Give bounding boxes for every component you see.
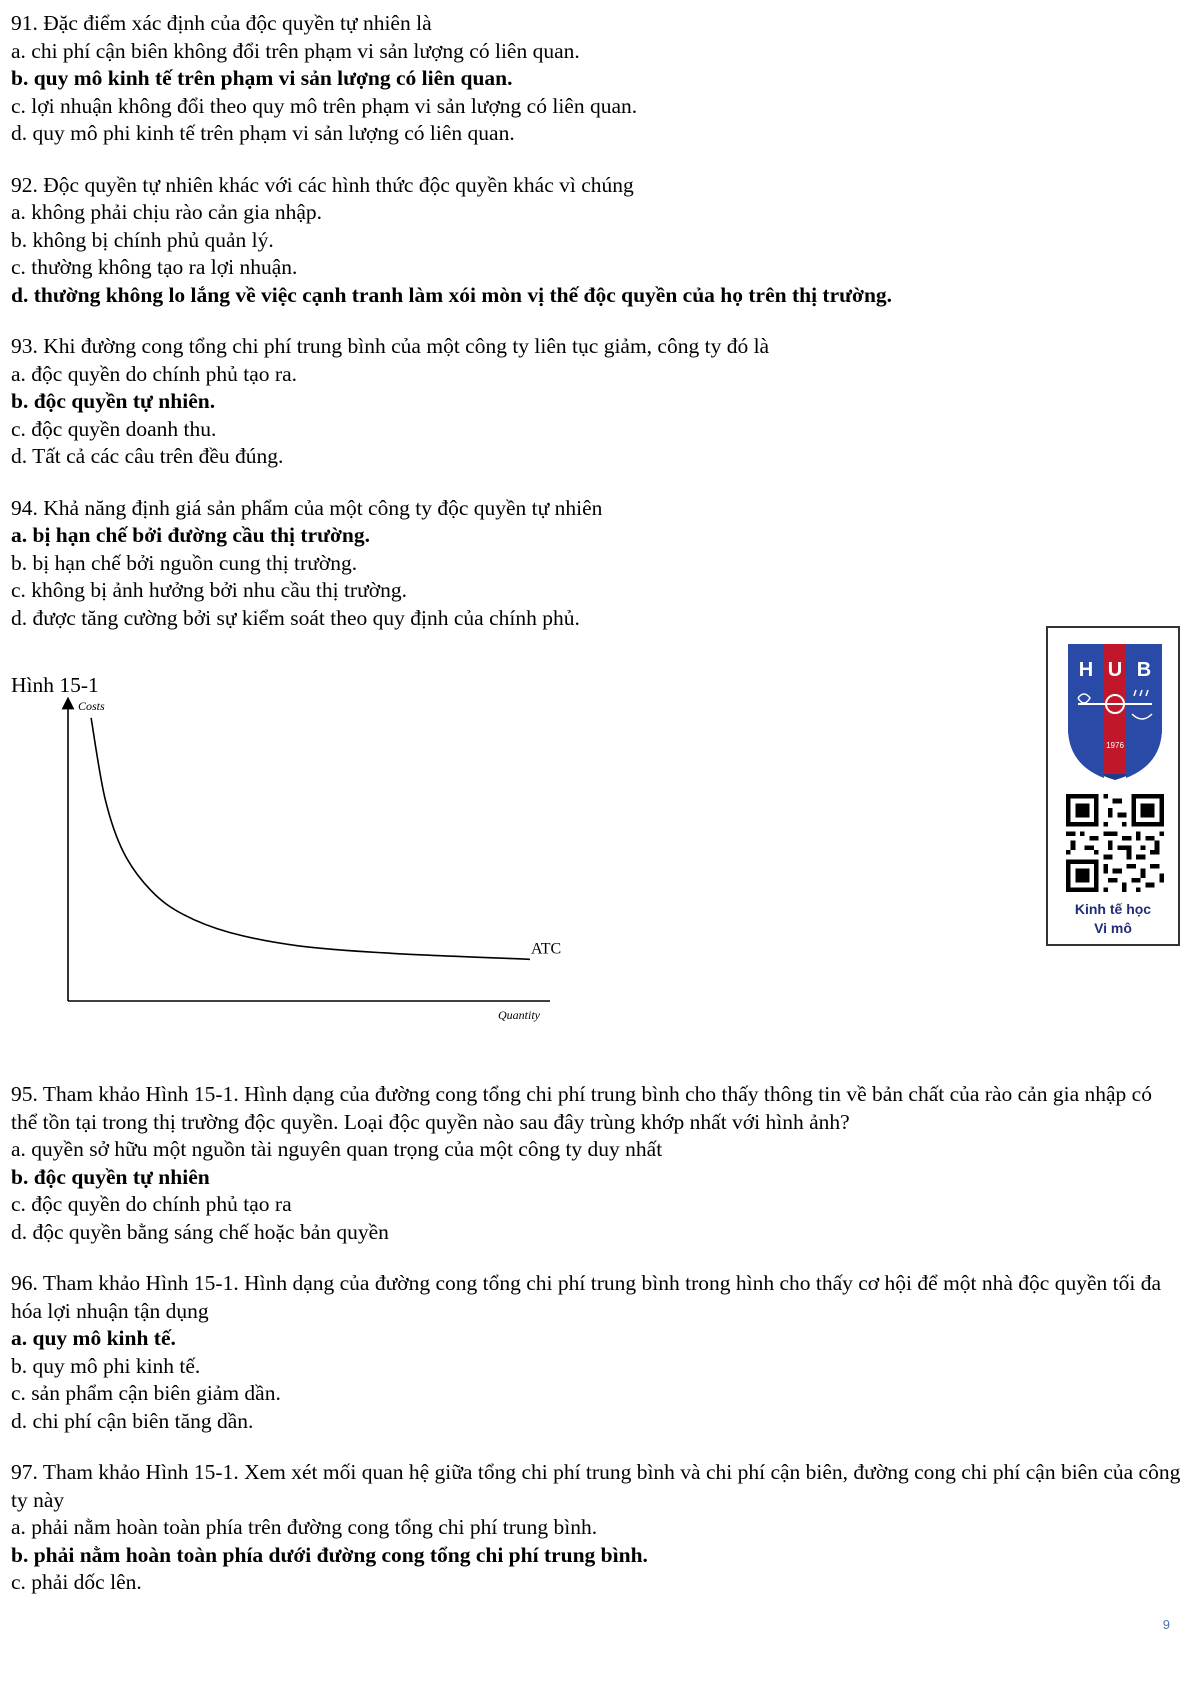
question-stem: 91. Đặc điểm xác định của độc quyền tự nhiên là (11, 11, 432, 35)
question-93 (11, 333, 1181, 471)
logo-letter-h: H (1078, 659, 1094, 681)
atc-chart (50, 695, 570, 1035)
question-95 (11, 1081, 1181, 1246)
option-b-correct: b. phải nằm hoàn toàn phía dưới đường cong tổng chi phí trung bình. (11, 1542, 648, 1567)
question-stem: 93. Khi đường cong tổng chi phí trung bình của một công ty liên tục giảm, công ty đó là (11, 334, 770, 358)
atc-curve-label: ATC (531, 940, 562, 958)
option-a: a. chi phí cận biên không đổi trên phạm vi sản lượng có liên quan. (11, 38, 580, 63)
question-91 (11, 10, 1181, 148)
option-b-correct: b. độc quyền tự nhiên. (11, 389, 216, 413)
question-stem: 96. Tham khảo Hình 15-1. Hình dạng của đường cong tổng chi phí trung bình trong hình cho thấy cơ hội để một nhà độc quyền tối đa hóa lợi nhuận tận dụng (11, 1271, 1162, 1323)
option-c: c. độc quyền doanh thu. (11, 416, 217, 441)
question-stem: 97. Tham khảo Hình 15-1. Xem xét mối quan hệ giữa tổng chi phí trung bình và chi phí cận biên, đường cong chi phí cận biên của công ty này (11, 1460, 1181, 1512)
option-b: b. bị hạn chế bởi nguồn cung thị trường. (11, 550, 358, 575)
qr-code-icon (1066, 794, 1164, 892)
option-d: d. chi phí cận biên tăng dần. (11, 1408, 254, 1433)
logo-letter-u: U (1107, 659, 1123, 681)
questions-bottom (11, 1081, 1181, 1621)
option-b: b. không bị chính phủ quản lý. (11, 227, 274, 252)
question-stem: 94. Khả năng định giá sản phẩm của một công ty độc quyền tự nhiên (11, 495, 603, 520)
figure-title: Hình 15-1 (11, 673, 99, 697)
option-a-correct: a. quy mô kinh tế. (11, 1326, 176, 1350)
option-d-correct: d. thường không lo lắng về việc cạnh tranh làm xói mòn vị thế độc quyền của họ trên thị trường. (11, 282, 893, 307)
option-c: c. sản phẩm cận biên giảm dần. (11, 1381, 281, 1405)
option-b: b. quy mô phi kinh tế. (11, 1353, 201, 1378)
hub-logo-box (1046, 626, 1180, 946)
option-b-correct: b. quy mô kinh tế trên phạm vi sản lượng có liên quan. (11, 66, 513, 90)
question-92 (11, 172, 1181, 310)
logo-year: 1976 (1106, 741, 1124, 750)
question-stem: 92. Độc quyền tự nhiên khác với các hình thức độc quyền khác vì chúng (11, 172, 634, 197)
option-a: a. quyền sở hữu một nguồn tài nguyên quan trọng của một công ty duy nhất (11, 1137, 663, 1161)
logo-caption-line1: Kinh tế học (1074, 901, 1152, 917)
question-stem: 95. Tham khảo Hình 15-1. Hình dạng của đường cong tổng chi phí trung bình cho thấy thông tin về bản chất của rào cản gia nhập có thể tồn tại trong thị trường độc quyền. Loại độc quyền nào sau đây trùng khớp nhất với hình ảnh? (11, 1082, 1152, 1134)
logo-letter-b: B (1136, 659, 1152, 681)
question-96 (11, 1270, 1181, 1435)
option-d: d. độc quyền bằng sáng chế hoặc bản quyền (11, 1219, 389, 1244)
option-c: c. lợi nhuận không đổi theo quy mô trên phạm vi sản lượng có liên quan. (11, 93, 638, 118)
question-94 (11, 495, 1181, 633)
option-d: d. quy mô phi kinh tế trên phạm vi sản lượng có liên quan. (11, 121, 515, 145)
logo-caption-line2: Vi mô (1094, 920, 1132, 936)
option-b-correct: b. độc quyền tự nhiên (11, 1164, 210, 1189)
option-c: c. không bị ảnh hưởng bởi nhu cầu thị trường. (11, 578, 407, 602)
option-d: d. được tăng cường bởi sự kiểm soát theo quy định của chính phủ. (11, 605, 580, 630)
page-number: 9 (1162, 1617, 1170, 1632)
option-c: c. thường không tạo ra lợi nhuận. (11, 255, 298, 279)
y-axis-label: Costs (78, 699, 105, 713)
hub-shield-icon (1048, 628, 1182, 788)
atc-curve (91, 718, 530, 959)
questions-top (11, 10, 1181, 656)
x-axis-label: Quantity (498, 1008, 540, 1022)
option-a: a. độc quyền do chính phủ tạo ra. (11, 361, 297, 386)
option-a-correct: a. bị hạn chế bởi đường cầu thị trường. (11, 523, 371, 547)
option-a: a. phải nằm hoàn toàn phía trên đường cong tổng chi phí trung bình. (11, 1515, 598, 1539)
option-c: c. độc quyền do chính phủ tạo ra (11, 1192, 292, 1216)
question-97 (11, 1459, 1181, 1597)
option-d: d. Tất cả các câu trên đều đúng. (11, 444, 284, 468)
option-a: a. không phải chịu rào cản gia nhập. (11, 200, 323, 224)
option-c: c. phải dốc lên. (11, 1570, 142, 1594)
